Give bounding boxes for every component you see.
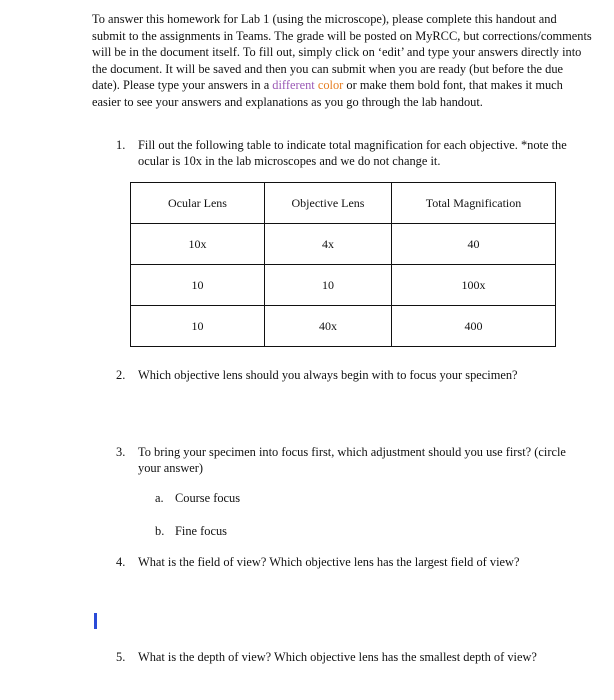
table-cell[interactable]: 10 — [131, 306, 265, 347]
question-text: Which objective lens should you always begin with to focus your specimen? — [138, 368, 518, 382]
intro-paragraph — [92, 11, 592, 111]
question-number: 3. — [116, 445, 126, 459]
question-number: 1. — [116, 138, 126, 152]
table-row — [131, 306, 556, 347]
option-letter: a. — [155, 491, 164, 505]
intro-text: To answer this homework for Lab 1 (using the microscope), please complete this handout and submit to the assignments in Teams. The grade will be posted on MyRCC, but corrections/comments will be in the document itself. To fill out, simply click on ‘edit’ and type your answers directly into the document. It will be saved and then you can submit when you are ready (but before the due date). Please type your answers in a — [92, 12, 592, 93]
option-text: Fine focus — [175, 524, 227, 538]
intro-word-color: color — [317, 78, 344, 93]
text-cursor — [94, 613, 97, 629]
table-cell[interactable]: 100x — [392, 265, 556, 306]
question-text: To bring your specimen into focus first, which adjustment should you use first? (circle your answer) — [138, 445, 566, 475]
option-text: Course focus — [175, 491, 241, 505]
header-ocular-lens: Ocular Lens — [131, 183, 265, 224]
question-text: What is the depth of view? Which objective lens has the smallest depth of view? — [138, 650, 537, 664]
table-cell[interactable]: 40 — [392, 224, 556, 265]
question-text: Fill out the following table to indicate total magnification for each objective. *note the ocular is 10x in the lab microscopes and we do not change it. — [138, 138, 567, 168]
table-cell[interactable]: 10 — [131, 265, 265, 306]
option-letter: b. — [155, 524, 165, 538]
question-number: 4. — [116, 555, 126, 569]
question-text: What is the field of view? Which objective lens has the largest field of view? — [138, 555, 520, 569]
table-cell[interactable]: 4x — [265, 224, 392, 265]
intro-text-end: or make them bold font, that makes it much easier to see your answers and explanations as you go through the lab handout. — [92, 78, 563, 109]
table-cell[interactable]: 40x — [265, 306, 392, 347]
table-cell[interactable]: 400 — [392, 306, 556, 347]
question-number: 5. — [116, 650, 126, 664]
intro-word-different: different — [272, 78, 315, 93]
magnification-table — [130, 182, 556, 347]
table-row — [131, 265, 556, 306]
question-number: 2. — [116, 368, 126, 382]
table-header-row — [131, 183, 556, 224]
header-objective-lens: Objective Lens — [265, 183, 392, 224]
table-cell[interactable]: 10x — [131, 224, 265, 265]
table-cell[interactable]: 10 — [265, 265, 392, 306]
table-row — [131, 224, 556, 265]
header-total-magnification: Total Magnification — [392, 183, 556, 224]
